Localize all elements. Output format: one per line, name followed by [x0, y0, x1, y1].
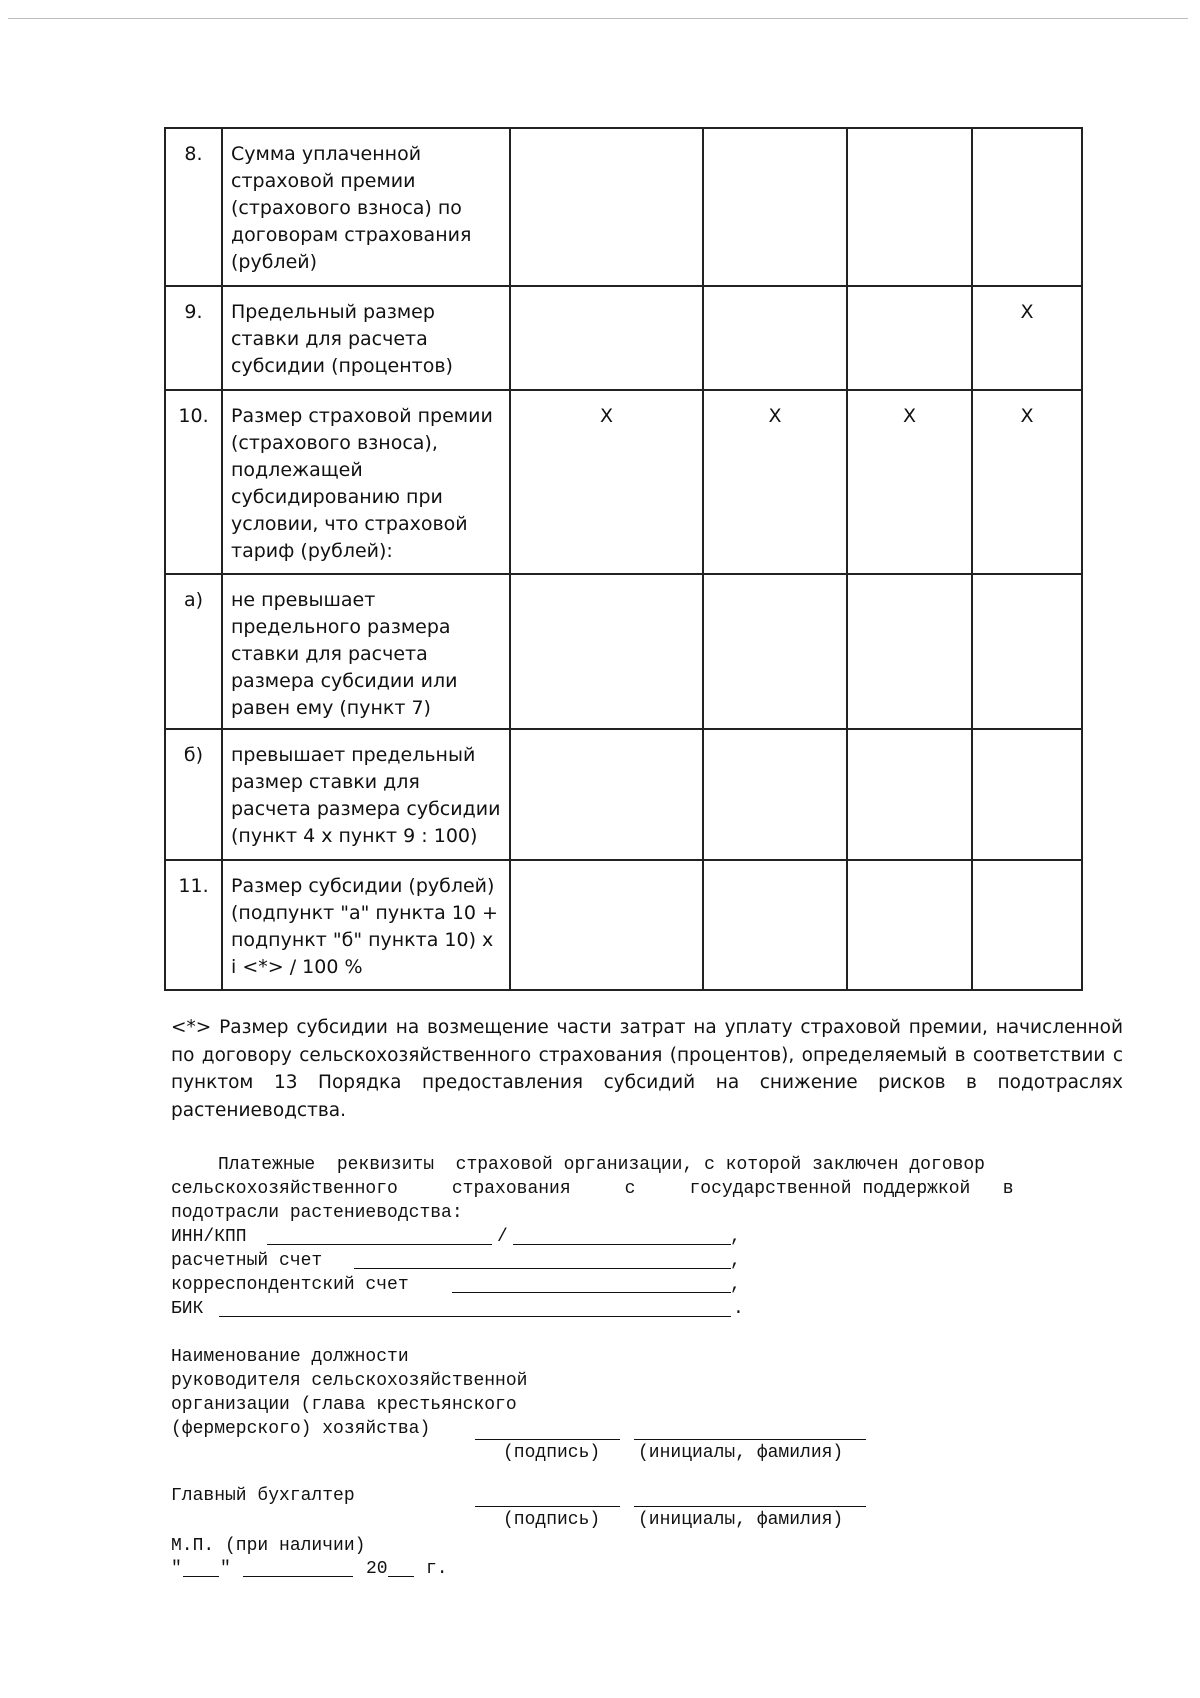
value-cell	[510, 128, 703, 286]
corr-account-label: корреспондентский счет	[171, 1275, 409, 1295]
value-cell	[703, 729, 847, 860]
date-year-suffix: г.	[426, 1559, 448, 1579]
date-quote-close: "	[220, 1559, 231, 1579]
position-line-4: (фермерского) хозяйства)	[171, 1419, 431, 1439]
value-cell	[703, 286, 847, 390]
accountant-signature-field[interactable]	[475, 1506, 620, 1507]
date-month-field[interactable]	[243, 1576, 353, 1577]
date-year-field[interactable]	[388, 1576, 414, 1577]
separator-comma: ,	[730, 1251, 741, 1271]
value-cell: X	[703, 390, 847, 574]
date-day-field[interactable]	[183, 1576, 219, 1577]
separator-comma: ,	[730, 1275, 741, 1295]
value-cell	[847, 860, 972, 990]
value-cell: X	[972, 390, 1082, 574]
row-number: 9.	[165, 286, 222, 390]
director-name-field[interactable]	[634, 1439, 866, 1440]
value-cell	[972, 128, 1082, 286]
row-description: превышает предельный размер ставки для расчета размера субсидии (пункт 4 х пункт 9 : 100)	[222, 729, 510, 860]
position-line-1: Наименование должности	[171, 1347, 409, 1367]
position-line-2: руководителя сельскохозяйственной	[171, 1371, 528, 1391]
kpp-field[interactable]	[513, 1244, 731, 1245]
signature-caption: (подпись)	[503, 1510, 601, 1530]
value-cell	[847, 574, 972, 729]
scan-top-edge	[8, 18, 1188, 19]
row-number: 11.	[165, 860, 222, 990]
accountant-label: Главный бухгалтер	[171, 1486, 355, 1506]
value-cell	[703, 574, 847, 729]
row-description: Сумма уплаченной страховой премии (страхового взноса) по договорам страхования (рублей)	[222, 128, 510, 286]
footnote: <*> Размер субсидии на возмещение части затрат на уплату страховой премии, начисленной по договору сельскохозяйственного страхования (процентов), определяемый в соответствии с пунктом 13 Порядка предоставления субсидий на снижение рисков в подотраслях растениеводства.	[171, 1017, 1123, 1121]
row-description: Размер субсидии (рублей) (подпункт "а" пункта 10 + подпункт "б" пункта 10) х i <*> / 100 %	[222, 860, 510, 990]
table-row	[165, 128, 1082, 286]
account-label: расчетный счет	[171, 1251, 323, 1271]
value-cell: X	[972, 286, 1082, 390]
value-cell	[847, 729, 972, 860]
inn-kpp-label: ИНН/КПП	[171, 1227, 247, 1247]
table-row	[165, 286, 1082, 390]
value-cell	[703, 860, 847, 990]
row-description: Размер страховой премии (страхового взноса), подлежащей субсидированию при условии, что страховой тариф (рублей):	[222, 390, 510, 574]
subsidy-calculation-table	[164, 127, 1083, 991]
director-signature-field[interactable]	[475, 1439, 620, 1440]
table-row	[165, 574, 1082, 729]
value-cell	[972, 860, 1082, 990]
row-description: Предельный размер ставки для расчета субсидии (процентов)	[222, 286, 510, 390]
payment-intro-line-3: подотрасли растениеводства:	[171, 1203, 463, 1223]
value-cell	[703, 128, 847, 286]
value-cell: X	[510, 390, 703, 574]
value-cell	[847, 128, 972, 286]
signature-caption: (подпись)	[503, 1443, 601, 1463]
row-number: 8.	[165, 128, 222, 286]
value-cell	[510, 860, 703, 990]
payment-intro-line-1: Платежные реквизиты страховой организации, с которой заключен договор	[218, 1155, 985, 1175]
value-cell	[972, 574, 1082, 729]
position-line-3: организации (глава крестьянского	[171, 1395, 517, 1415]
separator-comma: ,	[730, 1227, 741, 1247]
row-description: не превышает предельного размера ставки для расчета размера субсидии или равен ему (пункт 7)	[222, 574, 510, 729]
row-number: а)	[165, 574, 222, 729]
value-cell: X	[847, 390, 972, 574]
stamp-label: М.П. (при наличии)	[171, 1536, 366, 1556]
date-quote-open: "	[171, 1559, 182, 1579]
bik-label: БИК	[171, 1299, 204, 1319]
value-cell	[510, 729, 703, 860]
account-field[interactable]	[354, 1268, 731, 1269]
corr-account-field[interactable]	[452, 1292, 731, 1293]
table-row	[165, 390, 1082, 574]
value-cell	[510, 286, 703, 390]
table-row	[165, 860, 1082, 990]
inn-field[interactable]	[267, 1244, 492, 1245]
inn-kpp-separator: /	[497, 1227, 508, 1247]
separator-period: .	[733, 1299, 744, 1319]
accountant-name-field[interactable]	[634, 1506, 866, 1507]
table-row	[165, 729, 1082, 860]
value-cell	[972, 729, 1082, 860]
row-number: 10.	[165, 390, 222, 574]
bik-field[interactable]	[219, 1316, 731, 1317]
name-caption: (инициалы, фамилия)	[638, 1443, 844, 1463]
value-cell	[847, 286, 972, 390]
name-caption: (инициалы, фамилия)	[638, 1510, 844, 1530]
date-year-prefix: 20	[366, 1559, 388, 1579]
row-number: б)	[165, 729, 222, 860]
payment-intro-line-2: сельскохозяйственного страхования с государственной поддержкой в	[171, 1179, 1014, 1199]
value-cell	[510, 574, 703, 729]
